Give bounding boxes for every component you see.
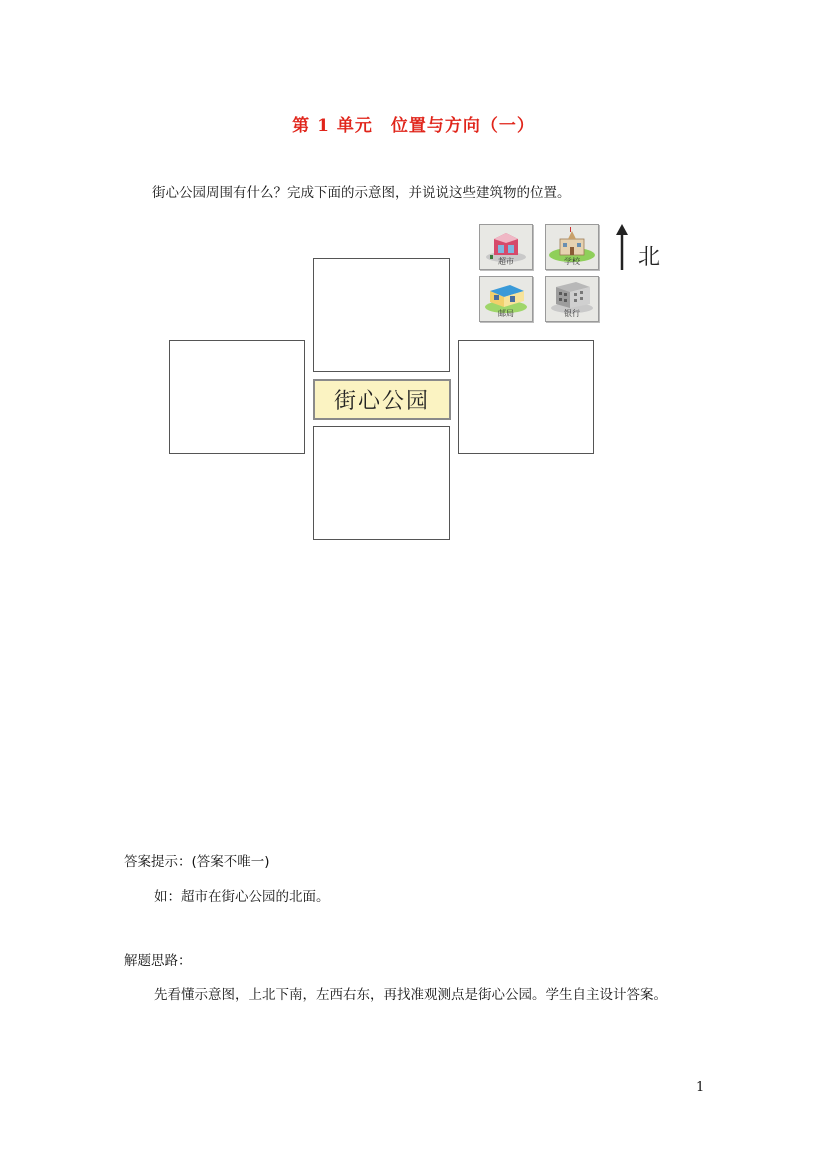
building-tile-school bbox=[545, 224, 599, 270]
building-label: 银行 bbox=[564, 309, 580, 318]
answer-heading: 答案提示：(答案不唯一) bbox=[124, 854, 270, 870]
solution-heading: 解题思路： bbox=[124, 953, 192, 969]
north-arrow-icon bbox=[614, 224, 630, 272]
page-number: 1 bbox=[696, 1080, 705, 1095]
west-answer-box[interactable] bbox=[169, 340, 305, 454]
east-answer-box[interactable] bbox=[458, 340, 594, 454]
south-answer-box[interactable] bbox=[313, 426, 450, 540]
building-tile-post-office bbox=[479, 276, 533, 322]
page-title: 第 1 单元 位置与方向（一） bbox=[292, 116, 535, 136]
building-tile-supermarket bbox=[479, 224, 533, 270]
building-label: 学校 bbox=[564, 257, 580, 266]
building-label: 邮局 bbox=[498, 309, 514, 318]
building-label: 超市 bbox=[498, 257, 514, 266]
question-text: 街心公园周围有什么？完成下面的示意图，并说说这些建筑物的位置。 bbox=[152, 185, 571, 201]
park-center-label: 街心公园 bbox=[313, 379, 451, 420]
solution-text: 先看懂示意图，上北下南，左西右东，再找准观测点是街心公园。学生自主设计答案。 bbox=[154, 987, 667, 1003]
building-tile-bank bbox=[545, 276, 599, 322]
north-answer-box[interactable] bbox=[313, 258, 450, 372]
answer-example: 如：超市在街心公园的北面。 bbox=[154, 889, 330, 905]
north-label: 北 bbox=[638, 245, 661, 270]
